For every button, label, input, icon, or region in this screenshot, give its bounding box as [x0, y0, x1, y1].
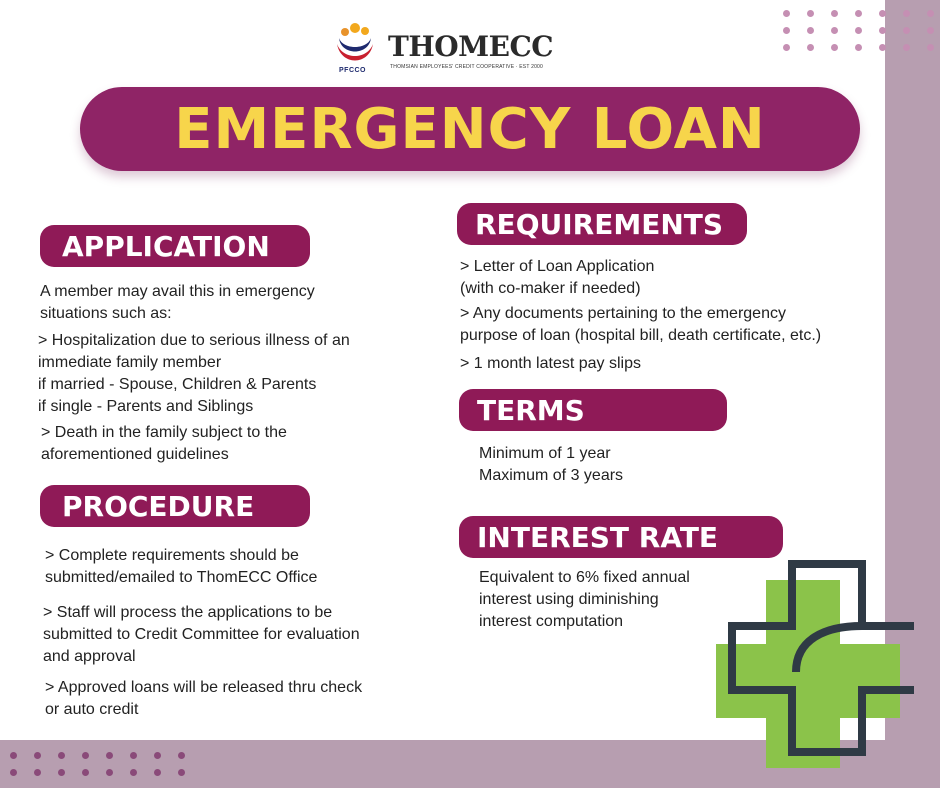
application-bullet-death — [41, 422, 421, 466]
requirement-payslips — [460, 353, 880, 375]
text-line: submitted/emailed to ThomECC Office — [45, 569, 318, 586]
interest-rate-heading: INTEREST RATE — [459, 516, 783, 558]
procedure-step-3 — [45, 677, 425, 721]
text-line: immediate family member — [38, 354, 222, 371]
application-bullet-hospitalization — [38, 330, 418, 418]
procedure-heading: PROCEDURE — [40, 485, 310, 527]
text-line: submitted to Credit Committee for evaluation — [43, 626, 360, 643]
text-line: > 1 month latest pay slips — [460, 355, 641, 372]
title-banner — [80, 87, 860, 171]
text-line: > Complete requirements should be — [45, 547, 299, 564]
text-line: or auto credit — [45, 701, 139, 718]
decor-dots-top — [783, 10, 934, 51]
text-line: > Any documents pertaining to the emergency — [460, 305, 786, 322]
requirement-documents — [460, 303, 880, 347]
procedure-step-2 — [43, 602, 423, 668]
text-line: > Staff will process the applications to be — [43, 604, 333, 621]
text-line: Maximum of 3 years — [479, 467, 624, 484]
terms-heading: TERMS — [459, 389, 727, 431]
pfcco-label: PFCCO — [339, 67, 366, 74]
thomecc-logo: THOMECC — [388, 30, 554, 63]
procedure-step-1 — [45, 545, 425, 589]
text-line: and approval — [43, 648, 136, 665]
text-line: interest computation — [479, 613, 624, 630]
text-line: situations such as: — [40, 305, 172, 322]
text-line: purpose of loan (hospital bill, death certificate, etc.) — [460, 327, 822, 344]
text-line: Equivalent to 6% fixed annual — [479, 569, 690, 586]
text-line: > Letter of Loan Application — [460, 258, 655, 275]
text-line: A member may avail this in emergency — [40, 283, 315, 300]
medical-cross-icon — [714, 560, 914, 770]
logo-row — [333, 16, 553, 80]
page-title: EMERGENCY LOAN — [174, 96, 766, 162]
decor-dots-bottom — [10, 752, 185, 776]
thomecc-tagline: THOMSIAN EMPLOYEES' CREDIT COOPERATIVE · EST 2000 — [390, 64, 544, 70]
text-line: > Approved loans will be released thru check — [45, 679, 363, 696]
text-line: if single - Parents and Siblings — [38, 398, 254, 415]
application-heading: APPLICATION — [40, 225, 310, 267]
application-intro — [40, 281, 420, 325]
terms-text — [479, 443, 779, 487]
requirements-heading: REQUIREMENTS — [457, 203, 747, 245]
text-line: (with co-maker if needed) — [460, 280, 641, 297]
text-line: > Hospitalization due to serious illness of an — [38, 332, 350, 349]
text-line: Minimum of 1 year — [479, 445, 611, 462]
text-line: aforementioned guidelines — [41, 446, 229, 463]
requirement-letter — [460, 256, 880, 300]
text-line: if married - Spouse, Children & Parents — [38, 376, 317, 393]
text-line: interest using diminishing — [479, 591, 659, 608]
text-line: > Death in the family subject to the — [41, 424, 287, 441]
